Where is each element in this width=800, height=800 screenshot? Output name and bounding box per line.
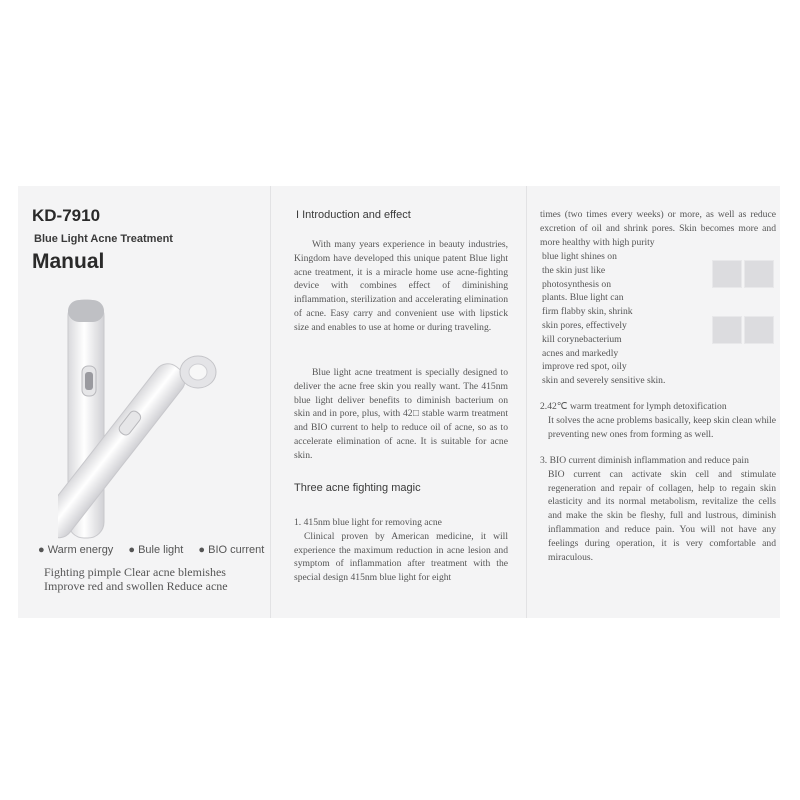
face-treatment-icon bbox=[712, 260, 774, 376]
device-illustration-icon bbox=[58, 286, 258, 541]
continued-text: times (two times every weeks) or more, as well as reduce excretion of oil and shrink pores. Skin becomes more and more healthy with high purity bbox=[540, 209, 776, 248]
feature-item: ● Bule light bbox=[128, 544, 184, 556]
item-2-title: 2.42℃ warm treatment for lymph detoxification bbox=[540, 401, 727, 412]
magic-item-1 bbox=[294, 516, 508, 585]
introduction-panel bbox=[270, 186, 526, 618]
wrap-text: blue light shines on the skin just like photosynthesis on plants. Blue light can firm flabby skin, shrink skin pores, effectively kill corynebacterium acnes and markedly improve red spot, oily skin and severely sensitive skin. bbox=[542, 251, 666, 387]
face-icon bbox=[744, 260, 774, 288]
item-2 bbox=[540, 400, 776, 441]
details-panel bbox=[526, 186, 780, 618]
face-icon bbox=[712, 260, 742, 288]
feature-item: ● Warm energy bbox=[38, 544, 114, 556]
item-3 bbox=[540, 454, 776, 564]
item-3-title: 3. BIO current diminish inflammation and reduce pain bbox=[540, 455, 749, 466]
tagline-1: Fighting pimple Clear acne blemishes bbox=[44, 565, 226, 579]
cover-panel bbox=[18, 186, 270, 618]
magic-item-1-text: Clinical proven by American medicine, it will experience the maximum reduction in acne lesion and symptom of inflammation after treatment with the special design 415nm blue light for eight bbox=[294, 530, 508, 584]
tagline-2: Improve red and swollen Reduce acne bbox=[44, 579, 228, 593]
section-heading-magic: Three acne fighting magic bbox=[294, 482, 421, 494]
feature-item: ● BIO current bbox=[198, 544, 265, 556]
intro-paragraph-2: Blue light acne treatment is specially designed to deliver the acne free skin you really want. The 415nm blue light deliver benefits to diminish bacterium on skin and in pore, plus, with 42□ stable warm treatment and BIO current to help to reduce oil of acne, so as to accelerate elimination of acne. It is suitable for acne skin. bbox=[294, 367, 508, 461]
manual-leaflet bbox=[18, 186, 780, 618]
face-icon bbox=[712, 316, 742, 344]
manual-title: Manual bbox=[32, 250, 105, 273]
product-subtitle: Blue Light Acne Treatment bbox=[34, 233, 173, 245]
face-icon bbox=[744, 316, 774, 344]
feature-list bbox=[38, 544, 276, 556]
magic-item-1-title: 1. 415nm blue light for removing acne bbox=[294, 517, 442, 528]
item-3-text: BIO current can activate skin cell and stimulate regeneration and repair of collagen, help to regain skin elasticity and its normal metabolism, revitalize the cells and make the skin be fleshy, full and lustrous, diminish inflammation and reduce pain. You will not have any feelings during operation, it is very comfortable and miraculous. bbox=[548, 468, 776, 563]
intro-paragraph-1: With many years experience in beauty industries, Kingdom have developed this unique patent Blue light acne treatment, it is a miracle home use acne-fighting device with combines effect of diminishing inflammation, sterilization and accelerating elimination of acne. Easy carry and convenient use with lipstick size and enables to use at home or during traveling. bbox=[294, 239, 508, 333]
model-number: KD-7910 bbox=[32, 206, 101, 225]
section-heading-introduction: I Introduction and effect bbox=[296, 209, 411, 221]
item-2-text: It solves the acne problems basically, keep skin clean while preventing new ones from forming as well. bbox=[548, 414, 776, 440]
